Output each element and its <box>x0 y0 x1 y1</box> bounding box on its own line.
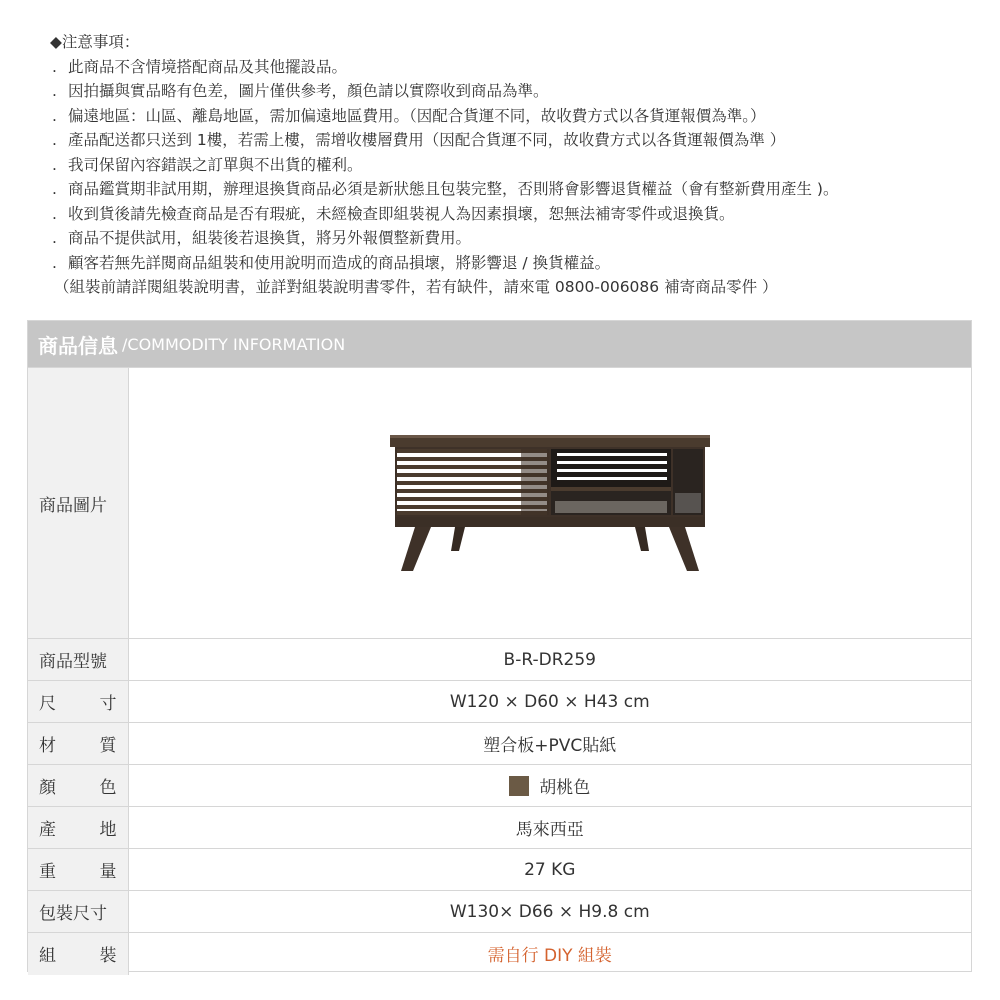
notice-bullet: . <box>52 131 57 149</box>
notice-bullet: . <box>52 82 57 100</box>
commodity-info-title: 商品信息 <box>38 333 118 358</box>
slat-panel-left <box>397 449 549 515</box>
spec-label: 商品型號 <box>28 639 128 681</box>
notice-heading: ◆注意事項： <box>50 33 140 51</box>
notice-item: . 我司保留內容錯誤之訂單與不出貨的權利。 <box>48 153 988 178</box>
spec-label: 顏 色 <box>28 765 128 807</box>
spec-row-package-size <box>28 891 971 933</box>
notice-footnote: （組裝前請詳閱組裝說明書，並詳對組裝說明書零件，若有缺件，請來電 0800-006086 補寄商品零件 ） <box>54 278 778 296</box>
notice-item: . 收到貨後請先檢查商品是否有瑕疵，未經檢查即組裝視人為因素損壞，恕無法補寄零件或退換貨。 <box>48 202 988 227</box>
color-swatch <box>509 776 529 796</box>
commodity-info-header <box>28 321 971 367</box>
spec-label: 尺 寸 <box>28 681 128 723</box>
spec-label: 商品圖片 <box>28 368 128 639</box>
notice-item: . 商品不提供試用，組裝後若退換貨，將另外報價整新費用。 <box>48 226 988 251</box>
spec-label: 重 量 <box>28 849 128 891</box>
product-image-cell <box>128 368 971 639</box>
notice-item: . 商品鑑賞期非試用期，辦理退換貨商品必須是新狀態且包裝完整，否則將會影響退貨權益（會有整新費用產生 )。 <box>48 177 988 202</box>
notice-bullet: . <box>52 204 57 223</box>
spec-value-weight: 27 KG <box>128 849 971 891</box>
spec-row-material <box>28 723 971 765</box>
notice-item: . 產品配送都只送到 1樓，若需上樓，需增收樓層費用（因配合貨運不同，故收費方式以各貨運報價為準 ） <box>48 128 988 153</box>
spec-value-package-size: W130× D66 × H9.8 cm <box>128 891 971 933</box>
spec-label: 包裝尺寸 <box>28 891 128 933</box>
spec-label: 產 地 <box>28 807 128 849</box>
notice-section <box>48 30 988 300</box>
spec-row-color <box>28 765 971 807</box>
spec-value-color: 胡桃色 <box>128 765 971 807</box>
notice-bullet: . <box>52 57 57 76</box>
commodity-info-subtitle: /COMMODITY INFORMATION <box>122 334 346 354</box>
tv-cabinet-image <box>385 433 715 573</box>
spec-row-model <box>28 639 971 681</box>
spec-value-material: 塑合板+PVC貼紙 <box>128 723 971 765</box>
spec-row-weight <box>28 849 971 891</box>
spec-value-model: B-R-DR259 <box>128 639 971 681</box>
spec-row-image <box>28 368 971 639</box>
notice-bullet: . <box>52 106 57 125</box>
notice-item: . 此商品不含情境搭配商品及其他擺設品。 <box>48 55 988 80</box>
slat-panel-right <box>551 449 671 515</box>
notice-bullet: . <box>52 180 57 198</box>
notice-bullet: . <box>52 155 57 174</box>
spec-row-origin <box>28 807 971 849</box>
spec-label: 組 裝 <box>28 933 128 975</box>
notice-item: . 因拍攝與實品略有色差，圖片僅供參考，顏色請以實際收到商品為準。 <box>48 79 988 104</box>
spec-table <box>28 367 971 975</box>
notice-item: . 顧客若無先詳閱商品組裝和使用說明而造成的商品損壞，將影響退 / 換貨權益。 <box>48 251 988 276</box>
spec-value-origin: 馬來西亞 <box>128 807 971 849</box>
notice-bullet: . <box>52 229 57 247</box>
spec-row-assembly <box>28 933 971 975</box>
spec-value-size: W120 × D60 × H43 cm <box>128 681 971 723</box>
notice-item: . 偏遠地區：山區、離島地區，需加偏遠地區費用。（因配合貨運不同，故收費方式以各貨運報價為準。） <box>48 104 988 129</box>
notice-bullet: . <box>52 253 57 272</box>
spec-value-assembly: 需自行 DIY 組裝 <box>128 933 971 975</box>
spec-label: 材 質 <box>28 723 128 765</box>
commodity-info-panel <box>27 320 972 972</box>
spec-row-size <box>28 681 971 723</box>
